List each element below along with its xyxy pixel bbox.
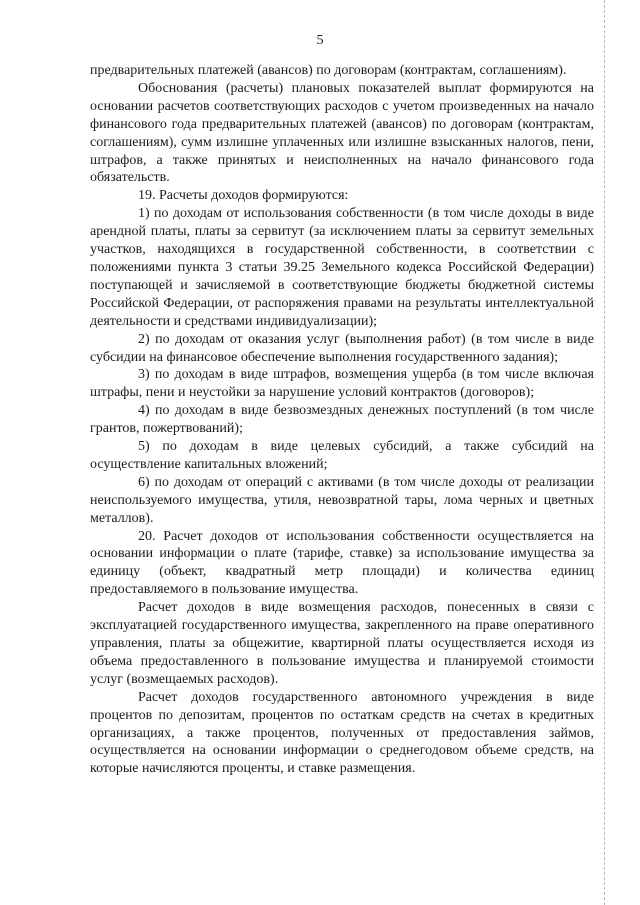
list-item-2: 2) по доходам от оказания услуг (выполнения работ) (в том числе в виде субсидии на финансовое обеспечение выполнения государственного задания);: [90, 331, 594, 365]
list-item-1: 1) по доходам от использования собственности (в том числе доходы в виде арендной платы, платы за сервитут (за исключением платы за сервитут земельных участков, находящихся в государственной собственности, в соответствии с положениями пункта 3 статьи 39.25 Земельного кодекса Российской Федерации) поступающей и зачисляемой в соответствующие бюджеты бюджетной системы Российской Федерации, от распоряжения правами на результаты интеллектуальной деятельности и средствами индивидуализации);: [90, 206, 594, 329]
list-item-3: 3) по доходам в виде штрафов, возмещения ущерба (в том числе включая штрафы, пени и неустойки за нарушение условий контрактов (договоров);: [90, 367, 594, 401]
paragraph-continuation: предварительных платежей (авансов) по договорам (контрактам, соглашениям).: [90, 63, 567, 78]
paragraph-interest: Расчет доходов государственного автономного учреждения в виде процентов по депозитам, процентов по остаткам средств на счетах в кредитных организациях, а также процентов, полученных от предоставления займов, осуществляется на основании информации о среднегодовом объеме средств, на которые начисляются проценты, и ставке размещения.: [90, 689, 594, 777]
page-number: 5: [316, 33, 324, 48]
paragraph-section-20: 20. Расчет доходов от использования собственности осуществляется на основании информации о плате (тарифе, ставке) за использование имущества за единицу (объект, квадратный метр площади) и количества единиц предоставляемого в пользование имущества.: [90, 528, 594, 598]
scan-margin-line: [604, 0, 605, 905]
paragraph-section-19: 19. Расчеты доходов формируются:: [138, 188, 349, 204]
document-body: [90, 62, 594, 778]
list-item-6: 6) по доходам от операций с активами (в том числе доходы от реализации неиспользуемого имущества, утиля, невозвратной тары, лома черных и цветных металлов).: [90, 474, 594, 526]
list-item-4: 4) по доходам в виде безвозмездных денежных поступлений (в том числе грантов, пожертвований);: [90, 403, 594, 437]
list-item-5: 5) по доходам в виде целевых субсидий, а также субсидий на осуществление капитальных вложений;: [90, 439, 594, 472]
paragraph-reimbursement: Расчет доходов в виде возмещения расходов, понесенных в связи с эксплуатацией государственного имущества, закрепленного на праве оперативного управления, платы за общежитие, квартирной платы осуществляется исходя из объема предоставленного в пользование имущества и планируемой стоимости услуг (возмещаемых расходов).: [90, 600, 594, 687]
paragraph-justification: Обоснования (расчеты) плановых показателей выплат формируются на основании расчетов соответствующих расходов с учетом произведенных на начало финансового года предварительных платежей (авансов) по договорам (контрактам, соглашениям), сумм излишне уплаченных или излишне взысканных налогов, пени, штрафов, а также принятых и неисполненных на начало финансового года обязательств.: [90, 80, 594, 186]
